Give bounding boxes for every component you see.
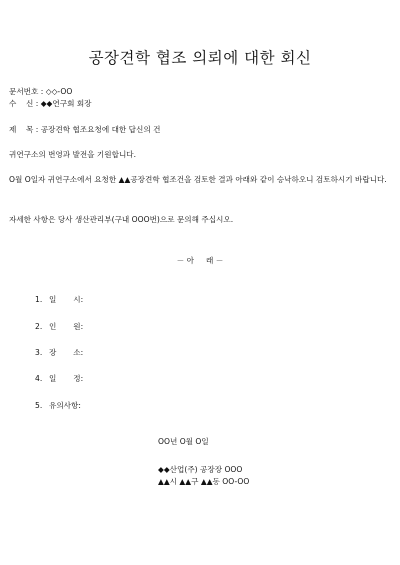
sender-company: ◆◆산업(주) 공장장 OOO <box>158 465 243 474</box>
item-label: 일 정 <box>49 374 81 383</box>
item-number: 3. <box>35 348 43 357</box>
document-date: OO년 O월 O일 <box>158 437 209 446</box>
item-label: 장 소 <box>49 348 81 357</box>
doc-number-line: 문서번호 : ◇◇-OO <box>9 87 73 96</box>
doc-number-label: 문서번호 <box>9 87 39 96</box>
recipient-line: 수 신 : ◆◆연구회 회장 <box>9 99 92 108</box>
subject-label: 제 목 <box>9 125 34 134</box>
document-title: 공장견학 협조 의뢰에 대한 회신 <box>88 49 312 67</box>
item-row: 1. 일 시: <box>35 295 84 304</box>
item-number: 5. <box>35 401 43 410</box>
sender-address: ▲▲시 ▲▲구 ▲▲동 OO-OO <box>158 477 250 486</box>
inquiry-paragraph: 자세한 사항은 당사 생산관리부(구내 OOO번)으로 문의해 주십시오. <box>9 215 234 224</box>
body-paragraph: O월 O일자 귀연구소에서 요청한 ▲▲공장견학 협조건을 검토한 결과 아래와 같이 승낙하오니 검토하시기 바랍니다. <box>9 175 387 184</box>
section-mark: － 아 래 － <box>176 256 224 265</box>
item-row: 4. 일 정: <box>35 374 84 383</box>
greeting-paragraph: 귀연구소의 번영과 발전을 기원합니다. <box>9 150 137 159</box>
item-label: 유의사항 <box>49 401 79 410</box>
item-row: 5. 유의사항: <box>35 401 81 410</box>
item-number: 2. <box>35 322 43 331</box>
recipient-label: 수 신 <box>9 99 34 108</box>
item-row: 2. 인 원: <box>35 322 84 331</box>
item-label: 일 시 <box>49 295 81 304</box>
subject-line: 제 목 : 공장견학 협조요청에 대한 답신의 건 <box>9 125 161 134</box>
item-number: 1. <box>35 295 43 304</box>
recipient-value: ◆◆연구회 회장 <box>40 99 92 108</box>
item-number: 4. <box>35 374 43 383</box>
item-label: 인 원 <box>49 322 81 331</box>
doc-number-value: ◇◇-OO <box>45 87 73 96</box>
item-row: 3. 장 소: <box>35 348 84 357</box>
subject-value: 공장견학 협조요청에 대한 답신의 건 <box>40 125 161 134</box>
